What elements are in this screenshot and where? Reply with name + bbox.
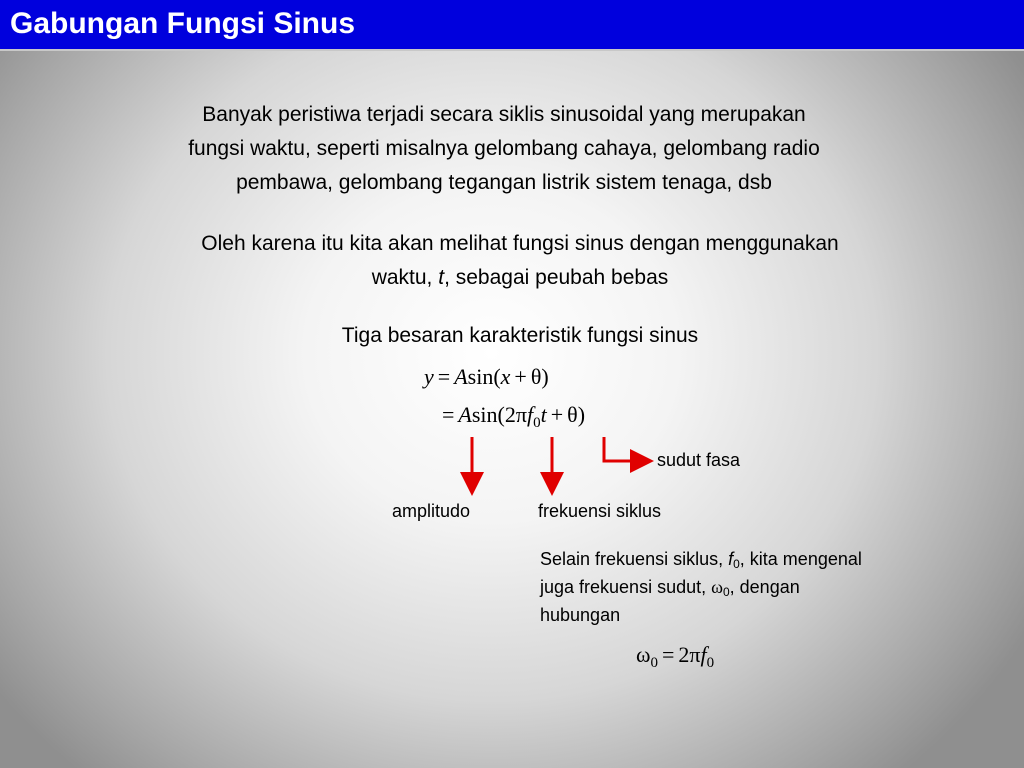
eq1-y: y <box>424 364 434 389</box>
eq2-t: t <box>540 402 547 427</box>
phase-label: sudut fasa <box>657 450 741 470</box>
eq2-sin: sin(2π <box>471 402 527 427</box>
amplitude-label: amplitudo <box>392 501 471 521</box>
eq1-amplitude: A <box>454 364 468 389</box>
intro-line-3: pembawa, gelombang tegangan listrik sistem tenaga, dsb <box>236 171 772 194</box>
eq3-f: f <box>700 642 707 667</box>
eq1-theta: θ) <box>530 364 549 389</box>
variable-line-2-prefix: waktu, <box>371 266 439 289</box>
angular-frequency-note <box>540 545 870 629</box>
eq3-sub0b: 0 <box>706 655 715 671</box>
note-part-3: , dengan hubungan <box>540 577 800 625</box>
eq2-equals: = <box>442 402 455 427</box>
eq2-plus: + <box>550 402 564 427</box>
eq3-equals: = <box>661 642 675 667</box>
eq3-sub0: 0 <box>650 655 658 671</box>
angular-frequency-equation <box>636 642 715 671</box>
characteristics-heading: Tiga besaran karakteristik fungsi sinus <box>341 324 699 347</box>
note-omega: ω <box>711 577 723 597</box>
eq2-sub0: 0 <box>533 415 541 431</box>
eq2-amplitude: A <box>458 402 472 427</box>
variable-t: t <box>438 266 445 289</box>
eq3-omega: ω <box>636 642 651 667</box>
eq1-sin: sin( <box>467 364 501 389</box>
variable-line-1: Oleh karena itu kita akan melihat fungsi sinus dengan menggunakan <box>201 232 839 255</box>
note-part-2: , kita mengenal juga frekuensi sudut, <box>540 549 862 597</box>
eq3-two-pi: 2π <box>678 642 701 667</box>
intro-line-1: Banyak peristiwa terjadi secara siklis sinusoidal yang merupakan <box>202 103 806 126</box>
slide-title: Gabungan Fungsi Sinus <box>10 7 355 40</box>
eq2-f: f <box>526 402 534 427</box>
eq1-equals: = <box>437 364 451 389</box>
note-sub0b: 0 <box>722 585 730 599</box>
note-f: f <box>728 549 734 569</box>
note-sub0: 0 <box>733 557 740 571</box>
eq2-theta: θ) <box>567 402 586 427</box>
frequency-label: frekuensi siklus <box>538 501 662 521</box>
eq1-x: x <box>500 364 511 389</box>
eq1-plus: + <box>514 364 527 389</box>
note-part-1: Selain frekuensi siklus, <box>540 549 729 569</box>
phase-arrow <box>604 437 648 461</box>
intro-line-2: fungsi waktu, seperti misalnya gelombang cahaya, gelombang radio <box>188 137 820 160</box>
variable-line-2-suffix: , sebagai peubah bebas <box>444 266 669 289</box>
